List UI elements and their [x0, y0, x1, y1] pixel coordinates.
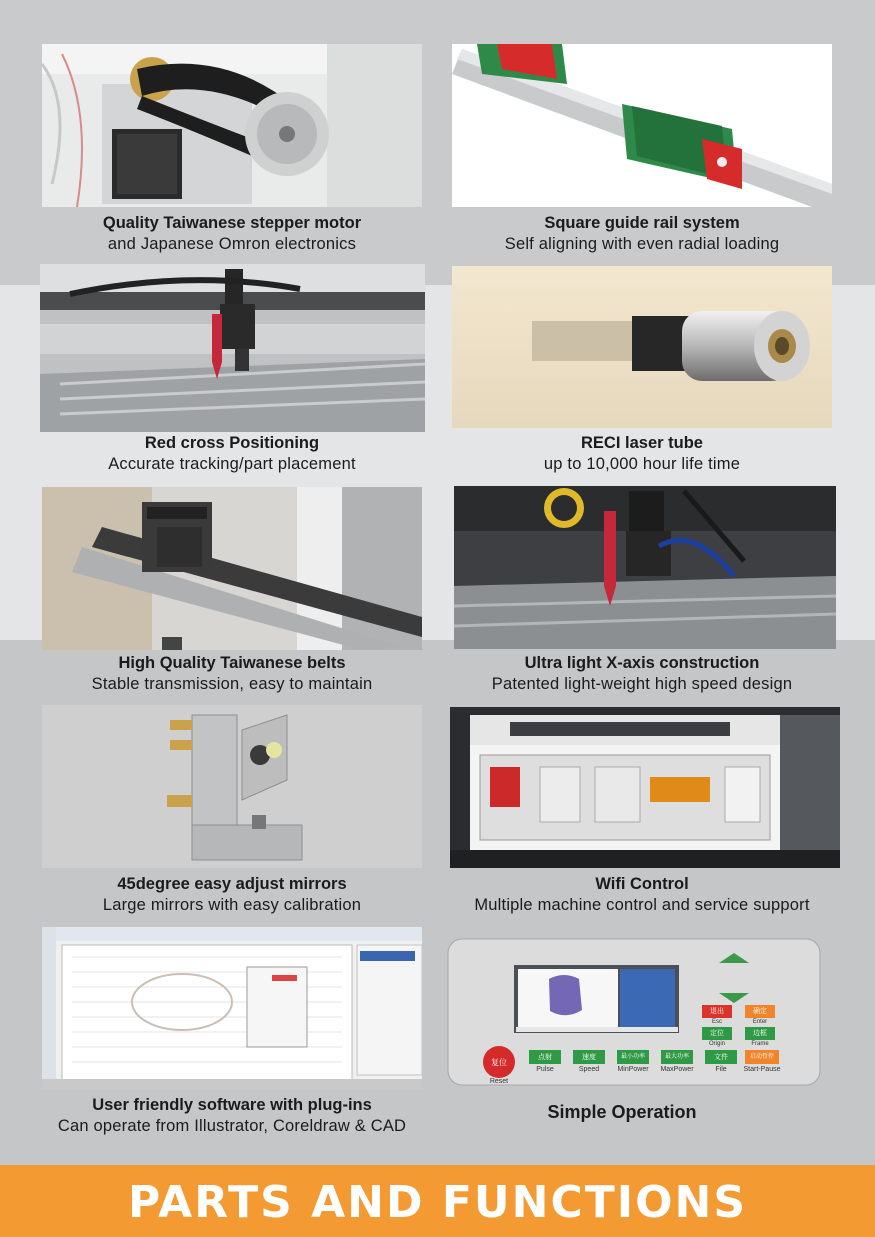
reset-label: Reset [489, 1078, 509, 1085]
feature-caption-4 [442, 433, 842, 475]
min-power-label: MinPower [617, 1066, 649, 1073]
feature-title-1: Quality Taiwanese stepper motor [102, 214, 362, 232]
feature-caption-2 [442, 213, 842, 255]
min-power-button: 最小功率 [617, 1050, 649, 1064]
max-power-button: 最大功率 [661, 1050, 693, 1064]
feature-caption-1 [32, 213, 432, 255]
feature-title-4: RECI laser tube [581, 434, 703, 452]
feature-caption-3 [32, 433, 432, 475]
software-screenshot-photo [42, 927, 422, 1089]
footer-banner [0, 1165, 875, 1237]
feature-caption-7 [32, 874, 432, 916]
feature-subtitle-5: Stable transmission, easy to maintain [91, 675, 373, 693]
speed-button: 速度 [573, 1050, 605, 1064]
laser-tube-photo [452, 266, 832, 428]
file-button: 文件 [705, 1050, 737, 1064]
feature-title-5: High Quality Taiwanese belts [118, 654, 346, 672]
reset-button: 复位 [483, 1046, 515, 1078]
guide-rail-photo [452, 44, 832, 207]
feature-subtitle-7: Large mirrors with easy calibration [102, 896, 362, 914]
feature-caption-5 [32, 653, 432, 695]
feature-caption-8 [442, 874, 842, 916]
feature-title-10: Simple Operation [547, 1102, 697, 1122]
feature-title-9: User friendly software with plug-ins [92, 1096, 372, 1114]
laser-head-photo [40, 264, 425, 432]
feature-caption-10 [442, 1102, 802, 1123]
origin-label: Origin [708, 1041, 725, 1047]
feature-subtitle-2: Self aligning with even radial loading [504, 235, 780, 253]
feature-title-2: Square guide rail system [544, 214, 740, 232]
feature-title-8: Wifi Control [595, 875, 689, 893]
start-pause-button: 启动暂停 [745, 1050, 779, 1064]
feature-subtitle-9: Can operate from Illustrator, Coreldraw & CAD [57, 1117, 407, 1135]
esc-label: Esc [711, 1019, 722, 1025]
feature-caption-6 [442, 653, 842, 695]
esc-button: 退出 [702, 1005, 732, 1018]
feature-title-6: Ultra light X-axis construction [524, 654, 760, 672]
feature-title-3: Red cross Positioning [144, 434, 320, 452]
pulse-button: 点射 [529, 1050, 561, 1064]
belts-photo [42, 487, 422, 650]
feature-subtitle-6: Patented light-weight high speed design [491, 675, 793, 693]
page-title: PARTS AND FUNCTIONS [127, 1176, 748, 1228]
feature-caption-9 [22, 1095, 442, 1137]
max-power-label: MaxPower [660, 1066, 694, 1073]
feature-subtitle-8: Multiple machine control and service support [474, 896, 810, 914]
file-label: File [715, 1066, 727, 1073]
frame-label: Frame [751, 1041, 769, 1047]
control-cabinet-photo [450, 707, 840, 868]
origin-button: 定位 [702, 1027, 732, 1040]
stepper-motor-photo [42, 44, 422, 207]
feature-subtitle-1: and Japanese Omron electronics [107, 235, 357, 253]
feature-subtitle-3: Accurate tracking/part placement [108, 455, 356, 473]
feature-title-7: 45degree easy adjust mirrors [117, 875, 347, 893]
speed-label: Speed [578, 1066, 600, 1073]
mirror-mount-photo [42, 705, 422, 868]
enter-label: Enter [752, 1019, 768, 1025]
feature-subtitle-4: up to 10,000 hour life time [543, 455, 741, 473]
pulse-label: Pulse [536, 1066, 554, 1073]
enter-button: 确定 [745, 1005, 775, 1018]
start-pause-label: Start-Pause [743, 1066, 781, 1073]
x-axis-photo [454, 486, 836, 649]
frame-button: 边框 [745, 1027, 775, 1040]
